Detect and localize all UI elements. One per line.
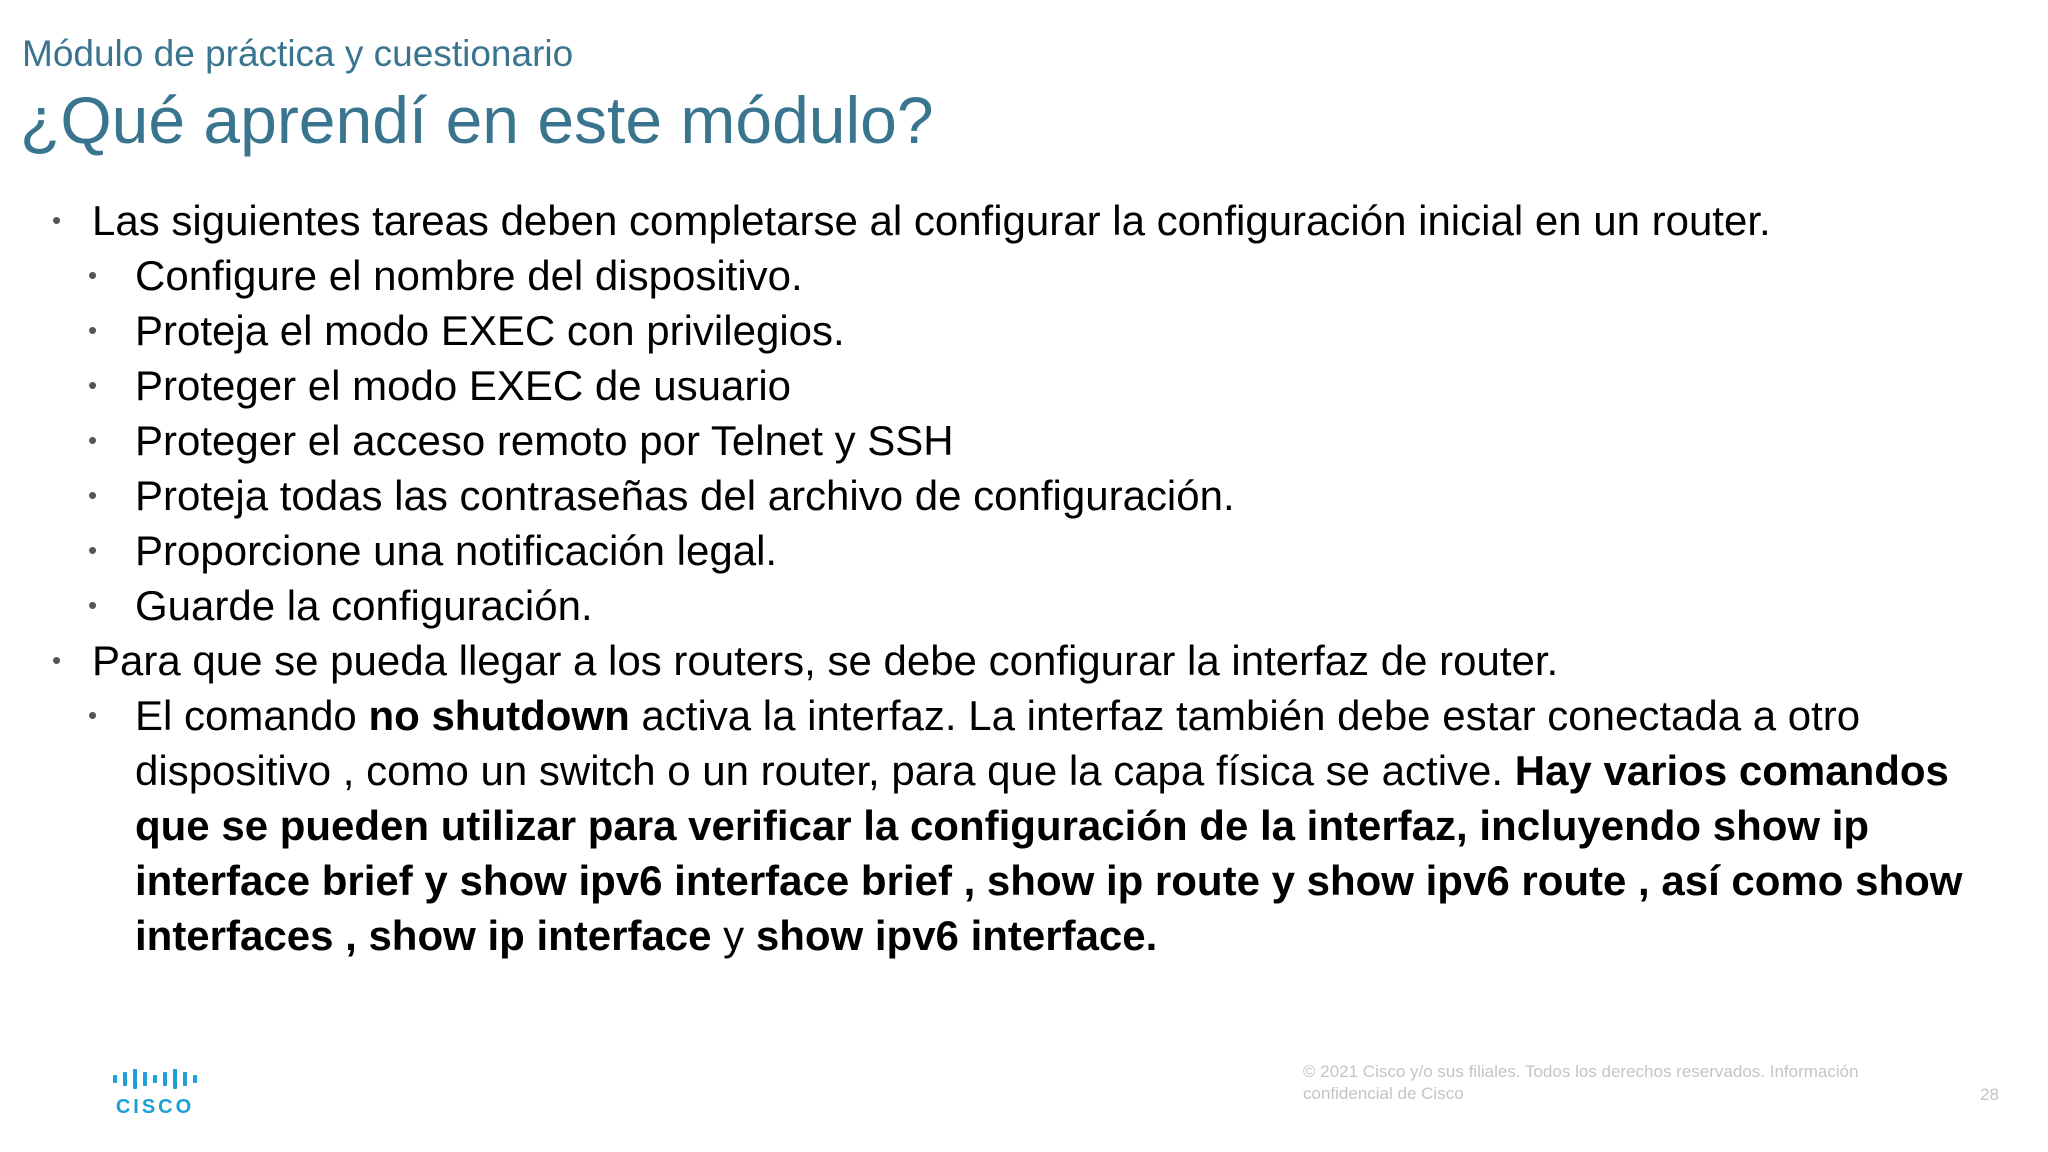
sub-bullet-item xyxy=(0,358,1985,413)
bullet-item xyxy=(0,193,2048,248)
verification-commands-text: Hay varios comandos que se pueden utilizar para verificar la configuración de la interfaz, incluyendo show ip interface brief y show ipv6 interface brief , show ip route y show ipv6 route , así como show interfaces , show ip interface xyxy=(135,747,1963,959)
sub-bullet-item xyxy=(0,578,1985,633)
command-no-shutdown: no shutdown xyxy=(368,692,630,739)
sub-bullet-item xyxy=(0,523,1985,578)
sub-bullet-text-part: y xyxy=(711,912,756,959)
sub-bullet-text: Configure el nombre del dispositivo. xyxy=(135,252,803,299)
sub-bullet-item xyxy=(0,413,1985,468)
bullet-text: Para que se pueda llegar a los routers, se debe configurar la interfaz de router. xyxy=(92,637,1559,684)
cisco-logo xyxy=(113,1068,197,1119)
bullet-dot-icon: • xyxy=(52,205,62,235)
sub-bullet-item xyxy=(0,303,1985,358)
sub-bullet-text: Proteger el modo EXEC de usuario xyxy=(135,362,792,409)
sub-bullet-item xyxy=(0,688,1985,963)
sub-bullet-item xyxy=(0,248,1985,303)
page-number: 28 xyxy=(1980,1085,1999,1104)
cisco-logo-text: CISCO xyxy=(115,1096,195,1118)
sub-bullet-text-part: activa la interfaz. La interfaz también debe estar conectada a otro dispositivo , como un switch o un router, para que la capa física se active. xyxy=(135,692,1861,794)
sub-bullet-text: Proteja todas las contraseñas del archivo de configuración. xyxy=(135,472,1235,519)
command-show-ipv6-interface: show ipv6 interface. xyxy=(755,912,1158,959)
bullet-dot-icon: • xyxy=(88,370,98,400)
sub-bullet-text-part: El comando xyxy=(135,692,369,739)
sub-bullet-text: Guarde la configuración. xyxy=(135,582,593,629)
copyright-notice: © 2021 Cisco y/o sus filiales. Todos los derechos reservados. Información confidencial de Cisco xyxy=(1303,1062,1859,1103)
cisco-bars-icon xyxy=(113,1068,197,1090)
bullet-dot-icon: • xyxy=(88,260,98,290)
bullet-dot-icon: • xyxy=(88,480,98,510)
sub-bullet-text: Proporcione una notificación legal. xyxy=(135,527,778,574)
slide-title: ¿Qué aprendí en este módulo? xyxy=(20,83,934,157)
sub-bullet-text: Proteger el acceso remoto por Telnet y SSH xyxy=(135,417,954,464)
bullet-dot-icon: • xyxy=(88,700,98,730)
bullet-text: Las siguientes tareas deben completarse al configurar la configuración inicial en un router. xyxy=(92,197,1771,244)
slide-subtitle: Módulo de práctica y cuestionario xyxy=(22,33,574,74)
bullet-dot-icon: • xyxy=(88,425,98,455)
bullet-dot-icon: • xyxy=(88,315,98,345)
sub-bullet-item xyxy=(0,468,1985,523)
bullet-dot-icon: • xyxy=(52,645,62,675)
sub-bullet-text: Proteja el modo EXEC con privilegios. xyxy=(135,307,845,354)
bullet-dot-icon: • xyxy=(88,590,98,620)
bullet-item xyxy=(0,633,2048,688)
slide-content xyxy=(0,193,2048,963)
bullet-dot-icon: • xyxy=(88,535,98,565)
